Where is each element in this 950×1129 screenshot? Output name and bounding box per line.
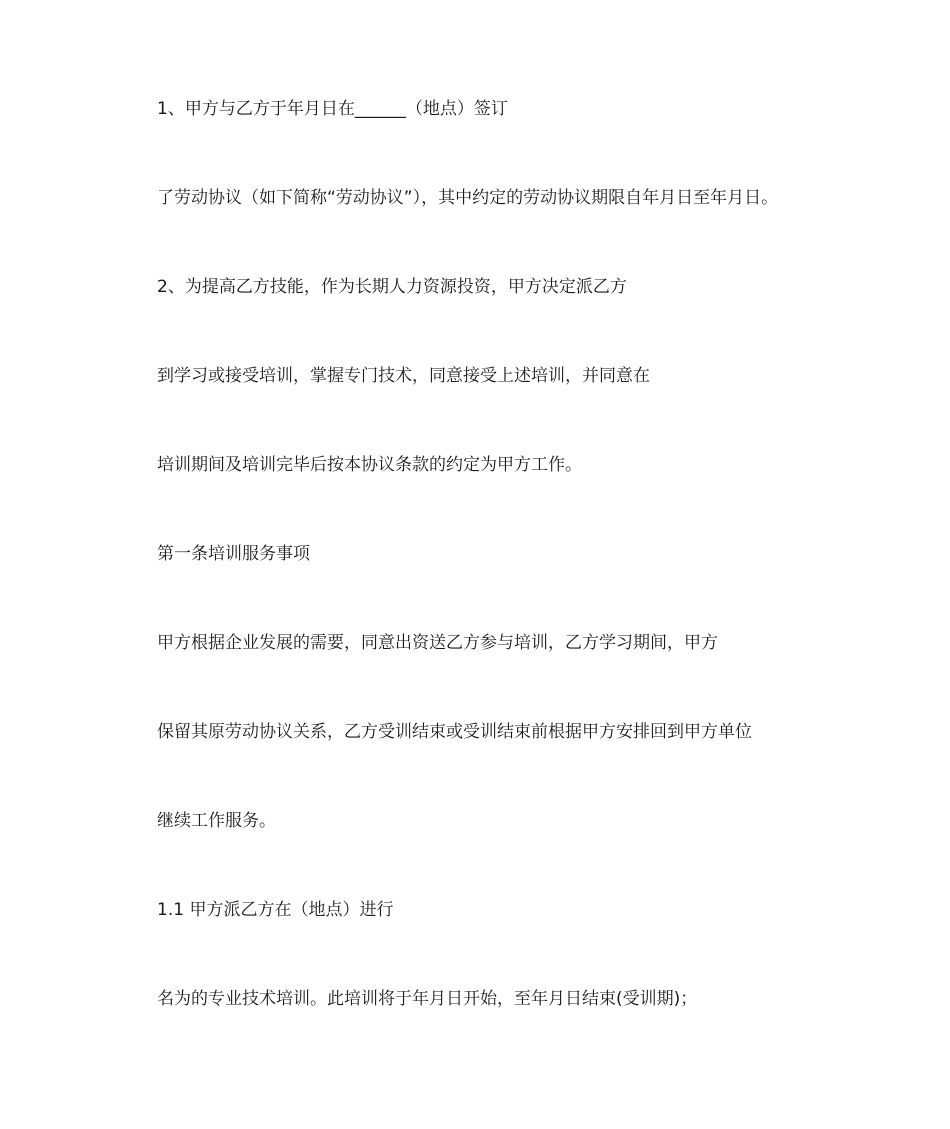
paragraph-line-9: 继续工作服务。 [157, 811, 276, 831]
paragraph-line-4: 到学习或接受培训，掌握专门技术，同意接受上述培训，并同意在 [157, 366, 650, 386]
paragraph-line-11: 名为的专业技术培训。此培训将于年月日开始，至年月日结束(受训期)； [157, 989, 698, 1009]
paragraph-line-5: 培训期间及培训完毕后按本协议条款的约定为甲方工作。 [157, 455, 582, 475]
paragraph-line-8: 保留其原劳动协议关系，乙方受训结束或受训结束前根据甲方安排回到甲方单位 [157, 722, 752, 742]
paragraph-line-7: 甲方根据企业发展的需要，同意出资送乙方参与培训，乙方学习期间，甲方 [157, 633, 718, 653]
paragraph-line-3: 2、为提高乙方技能，作为长期人力资源投资，甲方决定派乙方 [157, 277, 627, 297]
paragraph-line-2: 了劳动协议（如下简称“劳动协议”），其中约定的劳动协议期限自年月日至年月日。 [157, 188, 779, 208]
paragraph-line-1: 1、甲方与乙方于年月日在______（地点）签订 [157, 99, 508, 119]
section-heading: 第一条培训服务事项 [157, 544, 310, 564]
paragraph-line-10: 1.1 甲方派乙方在（地点）进行 [157, 900, 394, 920]
